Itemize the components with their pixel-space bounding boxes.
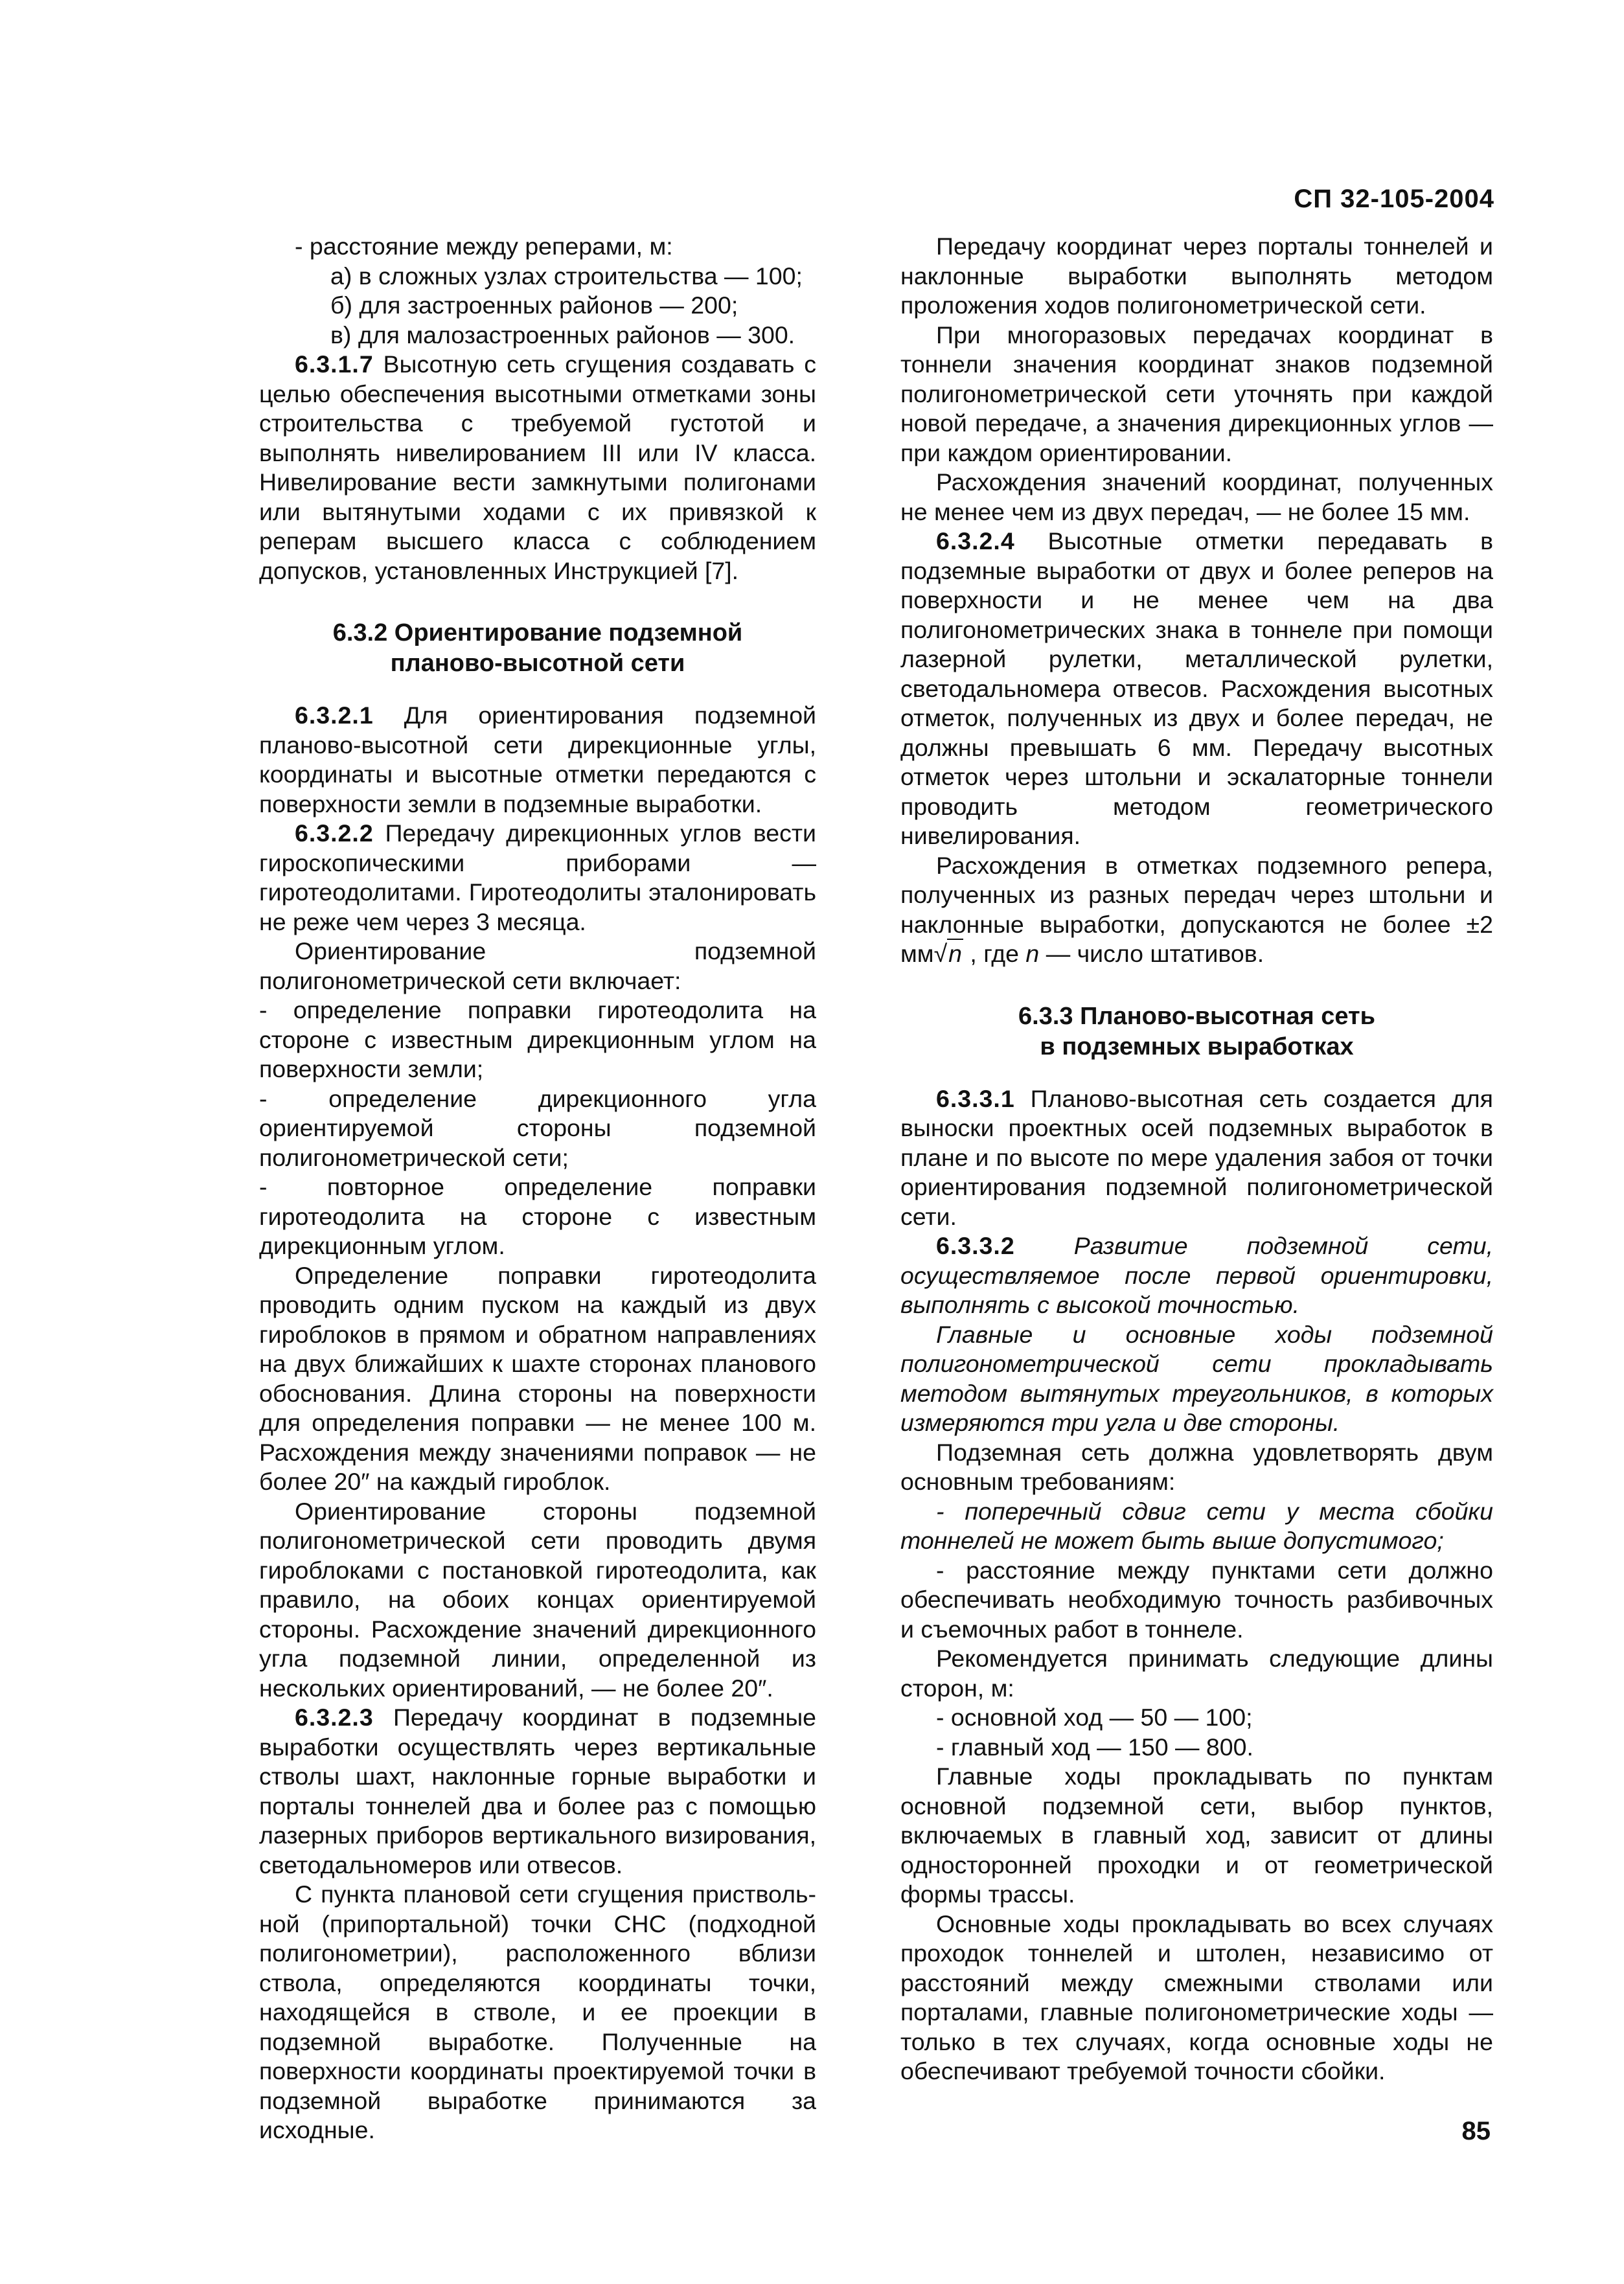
paragraph bbox=[259, 350, 816, 586]
clause-number: 6.3.2.3 bbox=[295, 1704, 374, 1731]
sqrt-formula: √n bbox=[933, 940, 963, 967]
document-code: СП 32-105-2004 bbox=[1294, 185, 1494, 213]
paragraph-text: Высотную сеть сгущения создавать с целью обеспечения высотными отметками зоны строительства с требуемой густотой и выполнять нивелированием III или IV класса. Нивелирование вести замкнутыми полигонами или вытянутыми ходами с их привязкой к реперам высшего класса с соблюдением допусков, установленных Инструкцией [7]. bbox=[259, 350, 816, 584]
paragraph: Основные ходы прокладывать во всех случаях проходок тоннелей и штолен, независимо от расстояний между смежными стволами или порталами, главные полигонометрические ходы — только в тех случаях, когда основные ходы не обеспечивают требуемой точности сбойки. bbox=[900, 1910, 1493, 2084]
heading-line: 6.3.3 Планово-высотная сеть bbox=[1018, 1002, 1375, 1030]
section-heading bbox=[900, 1001, 1493, 1062]
clause-number: 6.3.3.2 bbox=[936, 1232, 1015, 1259]
list-item: - главный ход — 150 — 800. bbox=[936, 1733, 1253, 1761]
paragraph-text: Для ориентирования подземной планово-высотной сети дирекционные углы, координаты и высотные отметки передаются с поверхности земли в подземные выработки. bbox=[259, 702, 816, 817]
heading-line: 6.3.2 Ориентирование подземной bbox=[332, 619, 743, 646]
paragraph bbox=[259, 1703, 816, 1880]
left-column bbox=[259, 232, 816, 2145]
radicand: n bbox=[948, 940, 963, 967]
paragraph: Рекомендуется принимать следующие длины сторон, м: bbox=[900, 1645, 1493, 1702]
variable: n bbox=[1025, 940, 1040, 967]
paragraph: При многоразовых передачах координат в тоннели значения координат знаков подземной полигонометрической сети уточнять при каждой новой передаче, а значения дирекционных углов — при каждом ориентировании. bbox=[900, 321, 1493, 466]
list-item: - поперечный сдвиг сети у места сбойки тоннелей не может быть выше допустимого; bbox=[900, 1497, 1493, 1554]
paragraph-text: Планово-высотная сеть создается для выноски проектных осей подземных выработок в плане и по высоте по мере удаления забоя от точки ориентирования подземной полигонометрической сети. bbox=[900, 1084, 1493, 1230]
clause-number: 6.3.2.2 bbox=[295, 819, 374, 847]
paragraph: Главные и основные ходы подземной полигонометрической сети прокладывать методом вытянутых треугольников, в которых измеряются три угла и две стороны. bbox=[900, 1320, 1493, 1436]
list-item: - основной ход — 50 — 100; bbox=[936, 1704, 1253, 1731]
right-column bbox=[900, 232, 1493, 2086]
paragraph: С пункта плановой сети сгущения пристволь-ной (припортальной) точки СНС (подходной полигонометрии), расположенного вблизи ствола, определяются координаты точки, находящейся в стволе, и ее проекции в подземной выработке. Полученные на поверхности координаты проектируемой точки в подземной выработке принимаются за исходные. bbox=[259, 1880, 816, 2143]
paragraph bbox=[900, 851, 1493, 969]
list-item: - повторное определение поправки гиротеодолита на стороне с известным дирекционным углом. bbox=[259, 1173, 816, 1259]
paragraph bbox=[900, 1231, 1493, 1320]
paragraph: Ориентирование стороны подземной полигонометрической сети проводить двумя гироблоками с постановкой гиротеодолита, как правило, на обоих концах ориентируемой стороны. Расхождение значений дирекционного угла подземной линии, определенной из нескольких ориентирований, — не более 20″. bbox=[259, 1497, 816, 1702]
clause-number: 6.3.3.1 bbox=[936, 1084, 1015, 1112]
heading-line: планово-высотной сети bbox=[390, 650, 685, 677]
paragraph-text: Передачу дирекционных углов вести гироскопическими приборами — гиротеодолитами. Гиротеодолиты эталонировать не реже чем через 3 месяца. bbox=[259, 819, 816, 935]
paragraph: Расхождения значений координат, полученных не менее чем из двух передач, — не более 15 мм. bbox=[900, 468, 1493, 525]
list-item: - расстояние между пунктами сети должно обеспечивать необходимую точность разбивочных и съемочных работ в тоннеле. bbox=[900, 1556, 1493, 1643]
clause-number: 6.3.2.1 bbox=[295, 702, 374, 729]
paragraph: Определение поправки гиротеодолита проводить одним пуском на каждый из двух гироблоков в прямом и обратном направлениях на двух ближайших к шахте сторонах планового обоснования. Длина стороны на поверхности для определения поправки — не менее 100 м. Расхождения между значениями поправок — не более 20″ на каждый гироблок. bbox=[259, 1261, 816, 1495]
paragraph: - расстояние между реперами, м: bbox=[295, 233, 673, 260]
page-number: 85 bbox=[1461, 2117, 1491, 2145]
paragraph: Передачу координат через порталы тоннелей и наклонные выработки выполнять методом проложения ходов полигонометрической сети. bbox=[900, 233, 1493, 319]
paragraph: Главные ходы прокладывать по пунктам основной подземной сети, выбор пунктов, включаемых в главный ход, зависит от длины односторонней проходки и от геометрической формы трассы. bbox=[900, 1763, 1493, 1908]
list-item: - определение поправки гиротеодолита на стороне с известным дирекционным углом на поверхности земли; bbox=[259, 996, 816, 1082]
paragraph-text: Высотные отметки передавать в подземные выработки от двух и более реперов на поверхности и не менее чем на два полигонометрических знака в тоннеле при помощи лазерной рулетки, металлической рулетки, светодальномера отвесов. Расхождения высотных отметок, полученных из двух и более передач, не должны превышать 6 мм. Передачу высотных отметок через штольни и эскалаторные тоннели проводить методом геометрического нивелирования. bbox=[900, 527, 1493, 849]
paragraph-text: Развитие подземной сети, осуществляемое после первой ориентировки, выполнять с высокой точностью. bbox=[900, 1232, 1493, 1318]
paragraph-text: Расхождения в отметках подземного репера, полученных из разных передач через штольни и наклонные выработки, допускаются не более ±2 мм bbox=[900, 851, 1493, 967]
paragraph: Подземная сеть должна удовлетворять двум основным требованиям: bbox=[900, 1438, 1493, 1495]
list-item: - определение дирекционного угла ориентируемой стороны подземной полигонометрической сети; bbox=[259, 1084, 816, 1171]
section-heading bbox=[259, 618, 816, 679]
paragraph-text: Передачу координат в подземные выработки осуществлять через вертикальные стволы шахт, наклонные горные выработки и порталы тоннелей два и более раз с помощью лазерных приборов вертикального визирования, светодальномеров или отвесов. bbox=[259, 1704, 816, 1879]
list-item: а) в сложных узлах строительства — 100; bbox=[330, 262, 803, 290]
paragraph-text: , где bbox=[963, 940, 1026, 967]
list-item: в) для малозастроенных районов — 300. bbox=[330, 321, 795, 348]
paragraph-text: — число штативов. bbox=[1039, 940, 1264, 967]
paragraph bbox=[900, 1084, 1493, 1232]
clause-number: 6.3.2.4 bbox=[936, 527, 1015, 554]
list-item: б) для застроенных районов — 200; bbox=[330, 291, 738, 319]
paragraph: Ориентирование подземной полигонометрической сети включает: bbox=[259, 937, 816, 994]
paragraph bbox=[259, 819, 816, 937]
paragraph bbox=[259, 701, 816, 819]
paragraph bbox=[900, 527, 1493, 851]
heading-line: в подземных выработках bbox=[1040, 1033, 1354, 1060]
clause-number: 6.3.1.7 bbox=[295, 350, 374, 378]
